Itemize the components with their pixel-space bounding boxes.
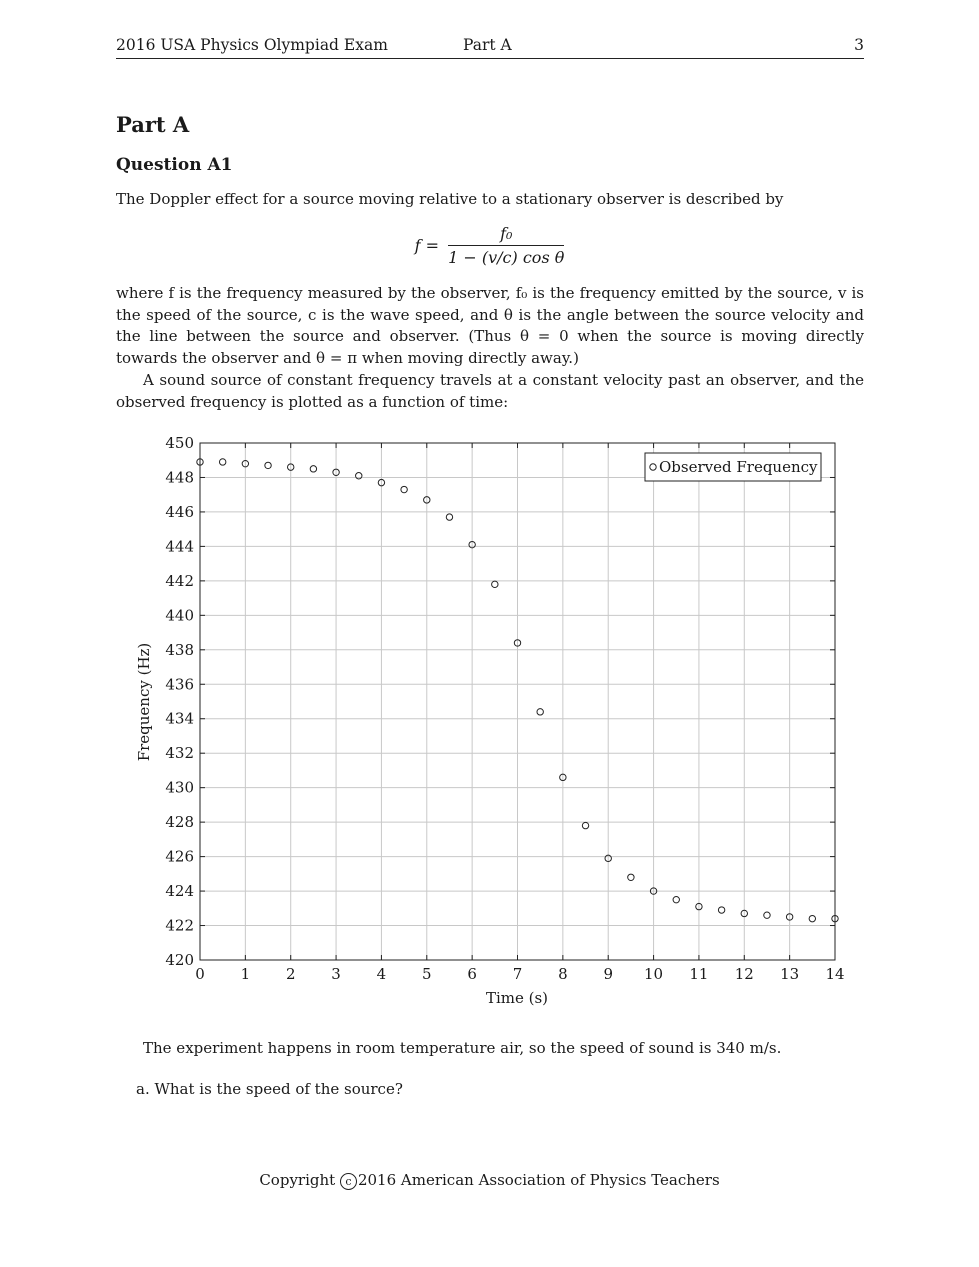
data-point (718, 907, 724, 913)
y-tick-label: 442 (165, 571, 194, 590)
y-axis-label: Frequency (Hz) (135, 642, 153, 762)
copyright-prefix: Copyright (259, 1171, 336, 1189)
x-tick-label: 1 (240, 965, 251, 983)
y-tick-label: 440 (165, 606, 194, 625)
x-axis-label: Time (s) (485, 989, 549, 1007)
equation-denominator: 1 − (v/c) cos θ (448, 245, 564, 267)
y-tick-label: 444 (165, 537, 194, 556)
y-tick-label: 450 (165, 434, 194, 452)
x-tick-label: 14 (825, 965, 845, 983)
data-point (582, 822, 588, 828)
data-point (764, 912, 770, 918)
equation-lhs: f = (414, 236, 440, 255)
copyright-footer (0, 1171, 979, 1190)
explanation-paragraph: where f is the frequency measured by the observer, f₀ is the frequency emitted by the source, v is the speed of the source, c is the wave speed, and θ is the angle between the source velocity and the line between the source and observer. (Thus θ = 0 when the source is moving directly towards the observer and θ = π when moving directly away.) (116, 284, 864, 367)
data-point (401, 486, 407, 492)
data-point (356, 473, 362, 479)
data-point (310, 466, 316, 472)
axis-ticks (165, 434, 844, 983)
chart-grid (200, 443, 835, 960)
x-tick-label: 13 (780, 965, 800, 983)
y-tick-label: 420 (165, 951, 194, 969)
x-tick-label: 7 (512, 965, 523, 983)
data-point (673, 896, 679, 902)
x-tick-label: 11 (689, 965, 709, 983)
equation-numerator: f₀ (500, 224, 513, 243)
question-a: a. What is the speed of the source? (136, 1080, 403, 1098)
data-point (537, 709, 543, 715)
x-tick-label: 8 (558, 965, 568, 983)
x-tick-label: 6 (467, 965, 477, 983)
copyright-text: 2016 American Association of Physics Teachers (357, 1171, 720, 1189)
x-tick-label: 9 (603, 965, 613, 983)
x-tick-label: 3 (331, 965, 341, 983)
legend-label: Observed Frequency (659, 458, 818, 476)
header-section: Part A (463, 36, 512, 54)
setup-paragraph: A sound source of constant frequency travels at a constant velocity past an observer, and the observed frequency is plotted as a function of time: (116, 371, 864, 411)
question-title: Question A1 (116, 155, 233, 175)
y-tick-label: 448 (165, 468, 194, 487)
x-tick-label: 0 (195, 965, 205, 983)
x-tick-label: 12 (734, 965, 754, 983)
y-tick-label: 422 (165, 916, 194, 935)
part-title: Part A (116, 112, 190, 137)
y-tick-label: 438 (165, 640, 194, 659)
y-tick-label: 436 (165, 675, 194, 694)
data-point (219, 459, 225, 465)
copyright-symbol: c (340, 1173, 357, 1190)
intro-paragraph: The Doppler effect for a source moving relative to a stationary observer is described by (116, 190, 784, 208)
legend (645, 453, 821, 481)
x-tick-label: 4 (376, 965, 387, 983)
data-point (628, 874, 634, 880)
x-tick-label: 10 (644, 965, 664, 983)
data-point (492, 581, 498, 587)
speed-of-sound-note: The experiment happens in room temperature air, so the speed of sound is 340 m/s. (143, 1039, 782, 1057)
y-tick-label: 426 (165, 847, 194, 866)
page-number: 3 (854, 36, 864, 54)
data-point (446, 514, 452, 520)
data-point (809, 915, 815, 921)
y-tick-label: 424 (165, 882, 194, 901)
y-tick-label: 428 (165, 813, 194, 832)
x-tick-label: 5 (422, 965, 432, 983)
y-tick-label: 434 (165, 709, 194, 728)
x-tick-label: 2 (285, 965, 296, 983)
header-exam-title: 2016 USA Physics Olympiad Exam (116, 36, 388, 54)
data-point (265, 462, 271, 468)
y-tick-label: 446 (165, 502, 194, 521)
y-tick-label: 432 (165, 744, 194, 763)
y-tick-label: 430 (165, 778, 194, 797)
